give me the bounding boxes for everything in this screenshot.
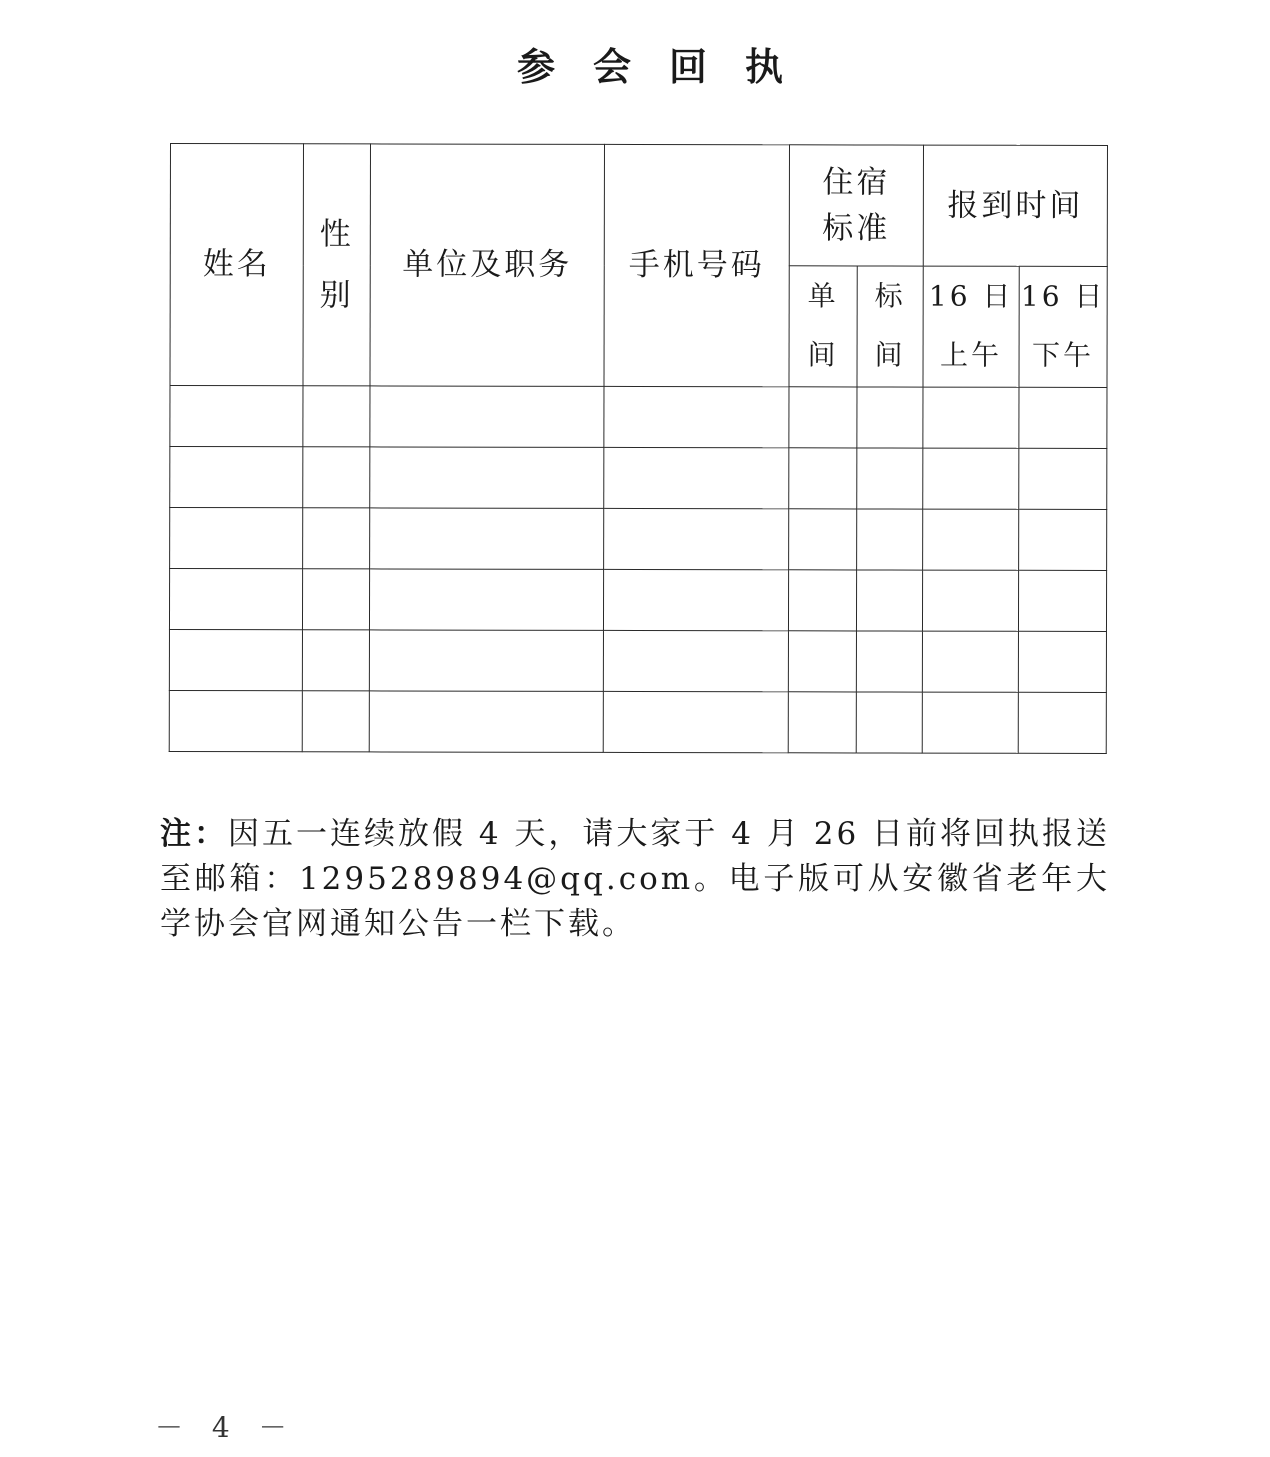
note-label: 注： (160, 816, 228, 852)
morning-cell[interactable] (923, 387, 1019, 448)
unit-cell[interactable] (369, 691, 603, 752)
header-pm-line2: 下午 (1032, 338, 1095, 372)
afternoon-cell[interactable] (1019, 448, 1107, 509)
name-cell[interactable] (169, 630, 302, 691)
morning-cell[interactable] (922, 570, 1018, 631)
afternoon-cell[interactable] (1018, 692, 1106, 753)
phone-cell[interactable] (603, 691, 788, 752)
table-row (169, 569, 1106, 632)
unit-cell[interactable] (370, 447, 604, 508)
header-pm-line1: 16 日 (1020, 279, 1106, 314)
afternoon-cell[interactable] (1019, 387, 1107, 448)
header-gender (303, 144, 371, 386)
page-title (0, 36, 1270, 91)
standard-room-cell[interactable] (856, 570, 922, 631)
registration-form-table (169, 143, 1108, 754)
gender-cell[interactable] (302, 569, 369, 630)
name-cell[interactable] (169, 690, 302, 751)
name-cell[interactable] (169, 569, 302, 630)
title-char-2: 会 (592, 44, 631, 89)
header-name: 姓名 (170, 144, 304, 386)
header-standard-line2: 间 (874, 338, 906, 372)
header-arrival-time: 报到时间 (923, 145, 1107, 266)
standard-room-cell[interactable] (857, 448, 923, 509)
standard-room-cell[interactable] (856, 631, 922, 692)
phone-cell[interactable] (603, 630, 788, 691)
single-room-cell[interactable] (788, 570, 856, 631)
morning-cell[interactable] (922, 631, 1018, 692)
gender-cell[interactable] (302, 691, 369, 752)
table-row (170, 386, 1107, 449)
morning-cell[interactable] (923, 509, 1019, 570)
unit-cell[interactable] (369, 569, 603, 630)
standard-room-cell[interactable] (856, 692, 922, 753)
header-standard-line1: 标 (874, 279, 906, 313)
gender-cell[interactable] (302, 630, 369, 691)
header-standard-room (857, 266, 923, 387)
header-lodging-line2: 标准 (822, 210, 891, 247)
header-16-afternoon (1019, 266, 1107, 387)
title-char-1: 参 (516, 44, 555, 89)
standard-room-cell[interactable] (857, 509, 923, 570)
gender-cell[interactable] (303, 386, 370, 447)
phone-cell[interactable] (604, 508, 789, 569)
standard-room-cell[interactable] (857, 387, 923, 448)
header-single-line1: 单 (807, 279, 839, 313)
table-row (169, 630, 1106, 693)
gender-cell[interactable] (303, 447, 370, 508)
name-cell[interactable] (170, 508, 303, 569)
header-16-morning (923, 266, 1019, 387)
title-char-3: 回 (669, 44, 708, 89)
table-row (169, 690, 1106, 753)
single-room-cell[interactable] (788, 631, 856, 692)
header-unit-position: 单位及职务 (370, 144, 605, 386)
unit-cell[interactable] (369, 630, 603, 691)
morning-cell[interactable] (923, 448, 1019, 509)
name-cell[interactable] (170, 386, 303, 447)
morning-cell[interactable] (922, 692, 1018, 753)
header-gender-line2: 别 (319, 276, 354, 313)
afternoon-cell[interactable] (1018, 570, 1106, 631)
unit-cell[interactable] (370, 386, 604, 447)
single-room-cell[interactable] (789, 509, 857, 570)
afternoon-cell[interactable] (1019, 509, 1107, 570)
table-row (170, 447, 1107, 510)
phone-cell[interactable] (603, 569, 788, 630)
name-cell[interactable] (170, 447, 303, 508)
header-lodging (789, 145, 923, 266)
header-phone: 手机号码 (604, 144, 790, 386)
afternoon-cell[interactable] (1018, 631, 1106, 692)
header-single-line2: 间 (807, 338, 839, 372)
unit-cell[interactable] (370, 508, 604, 569)
phone-cell[interactable] (604, 447, 789, 508)
single-room-cell[interactable] (789, 387, 857, 448)
page-number: － 4 － (155, 1411, 297, 1444)
note-text: 因五一连续放假 4 天，请大家于 4 月 26 日前将回执报送至邮箱：1295289894@qq.com。电子版可从安徽省老年大学协会官网通知公告一栏下载。 (160, 816, 1111, 942)
header-gender-line1: 性 (319, 216, 354, 253)
header-lodging-line1: 住宿 (822, 163, 891, 201)
single-room-cell[interactable] (789, 448, 857, 509)
single-room-cell[interactable] (788, 692, 856, 753)
header-single-room (789, 266, 857, 387)
table-row (170, 508, 1107, 571)
phone-cell[interactable] (604, 386, 789, 447)
header-am-line2: 上午 (940, 338, 1003, 372)
gender-cell[interactable] (303, 508, 370, 569)
header-am-line1: 16 日 (928, 279, 1014, 313)
title-char-4: 执 (745, 44, 784, 89)
note-paragraph (160, 812, 1110, 947)
